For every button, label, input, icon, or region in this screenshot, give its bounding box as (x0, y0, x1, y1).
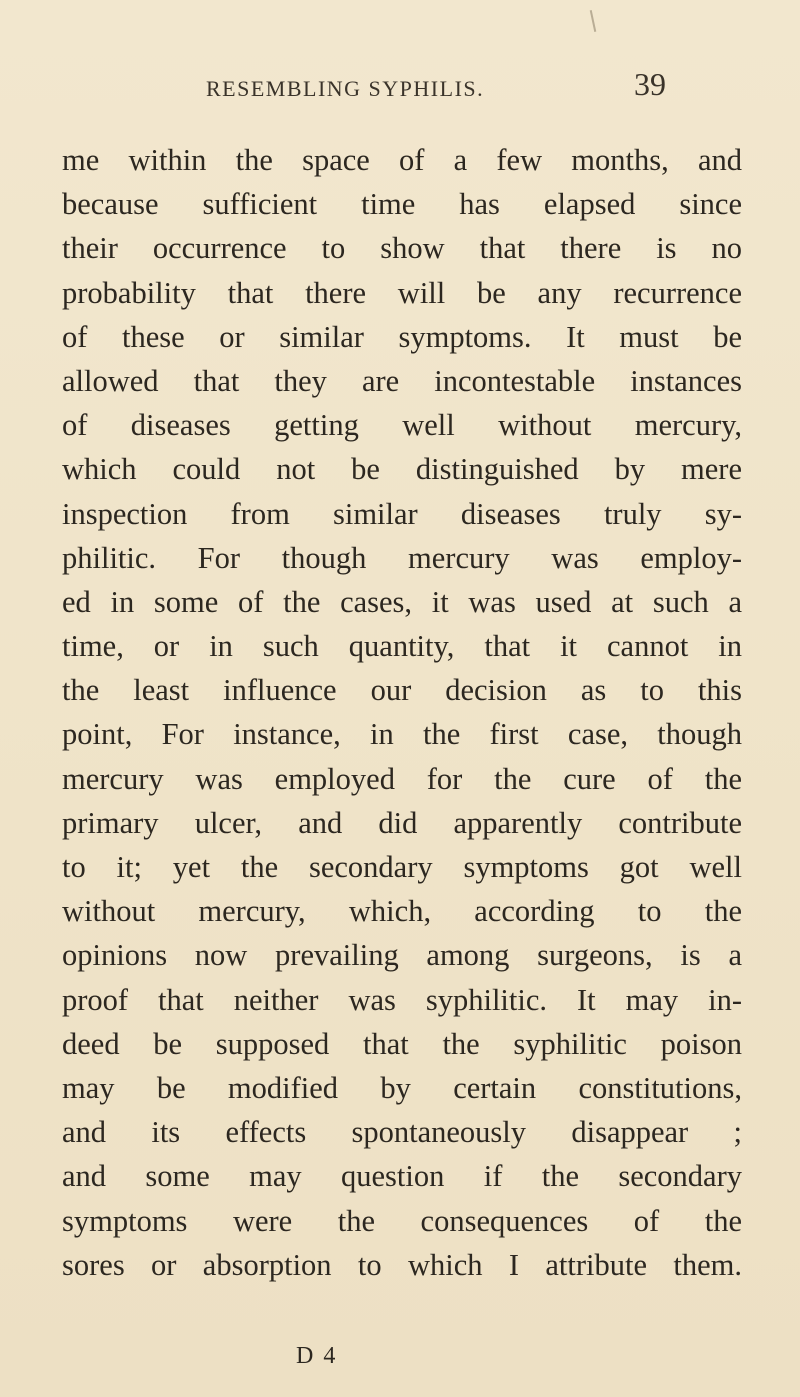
text-line: and some may question if the secondary (62, 1159, 742, 1194)
text-line: point, For instance, in the first case, though (62, 717, 742, 752)
text-line: probability that there will be any recurrence (62, 275, 742, 310)
text-line: may be modified by certain constitutions, (62, 1070, 742, 1105)
text-line: the least influence our decision as to this (62, 673, 742, 708)
text-line: ed in some of the cases, it was used at such a (62, 584, 742, 619)
running-head: RESEMBLING SYPHILIS. (206, 76, 485, 101)
text-line: because sufficient time has elapsed since (62, 187, 742, 222)
page-mark (590, 10, 597, 32)
text-line: proof that neither was syphilitic. It may in- (62, 982, 742, 1017)
text-line: sores or absorption to which I attribute them. (62, 1247, 742, 1282)
text-line: opinions now prevailing among surgeons, is a (62, 938, 742, 973)
text-line: time, or in such quantity, that it cannot in (62, 629, 742, 664)
signature-mark: D 4 (296, 1343, 338, 1369)
text-line: of diseases getting well without mercury, (62, 408, 742, 443)
text-line: which could not be distinguished by mere (62, 452, 742, 487)
text-line: their occurrence to show that there is no (62, 231, 742, 266)
text-line: allowed that they are incontestable instances (62, 363, 742, 398)
page-number: 39 (634, 66, 666, 102)
text-line: primary ulcer, and did apparently contribute (62, 805, 742, 840)
text-line: me within the space of a few months, and (62, 143, 742, 177)
text-line: and its effects spontaneously disappear ; (62, 1115, 742, 1150)
text-line: deed be supposed that the syphilitic poison (62, 1026, 742, 1061)
text-line: mercury was employed for the cure of the (62, 761, 742, 796)
text-line: of these or similar symptoms. It must be (62, 319, 742, 354)
text-line: inspection from similar diseases truly sy- (62, 496, 742, 531)
text-line: without mercury, which, according to the (62, 894, 742, 929)
text-line: philitic. For though mercury was employ- (62, 540, 742, 575)
text-line: to it; yet the secondary symptoms got well (62, 850, 742, 884)
text-line: symptoms were the consequences of the (62, 1203, 742, 1238)
body-text (62, 138, 742, 1287)
